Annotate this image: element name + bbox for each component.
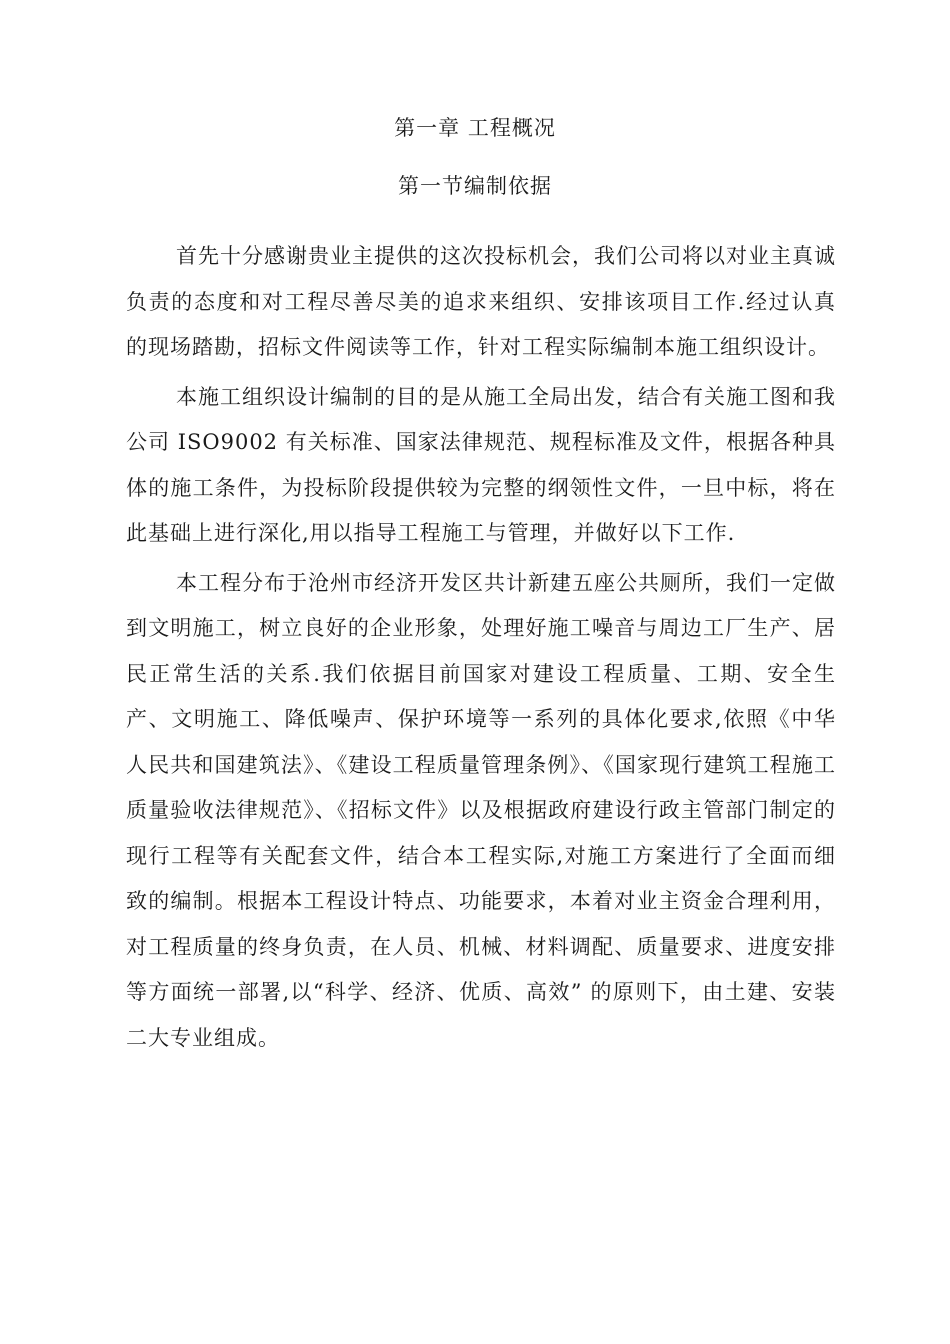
- paragraph-1: 首先十分感谢贵业主提供的这次投标机会，我们公司将以对业主真诚负责的态度和对工程尽善尽美的追求来组织、安排该项目工作.经过认真的现场踏勘，招标文件阅读等工作，针对工程实际编制本施工组织设计。: [126, 244, 836, 359]
- section-title: 第一节编制依据: [398, 174, 552, 198]
- paragraph-2: 本施工组织设计编制的目的是从施工全局出发，结合有关施工图和我公司 ISO9002 有关标准、国家法律规范、规程标准及文件，根据各种具体的施工条件，为投标阶段提供较为完整的纲领性文件，一旦中标，将在此基础上进行深化,用以指导工程施工与管理，并做好以下工作.: [126, 384, 836, 545]
- chapter-title: 第一章 工程概况: [394, 116, 556, 140]
- body-text: [126, 234, 836, 1065]
- paragraph-3: 本工程分布于沧州市经济开发区共计新建五座公共厕所，我们一定做到文明施工，树立良好的企业形象，处理好施工噪音与周边工厂生产、居民正常生活的关系.我们依据目前国家对建设工程质量、工期、安全生产、文明施工、降低噪声、保护环境等一系列的具体化要求,依照《中华人民共和国建筑法》、《建设工程质量管理条例》、《国家现行建筑工程施工质量验收法律规范》、《招标文件》以及根据政府建设行政主管部门制定的现行工程等有关配套文件，结合本工程实际,对施工方案进行了全面而细致的编制。根据本工程设计特点、功能要求，本着对业主资金合理利用，对工程质量的终身负责，在人员、机械、材料调配、质量要求、进度安排等方面统一部署,以“科学、经济、优质、高效” 的原则下，由土建、安装二大专业组成。: [126, 570, 836, 1050]
